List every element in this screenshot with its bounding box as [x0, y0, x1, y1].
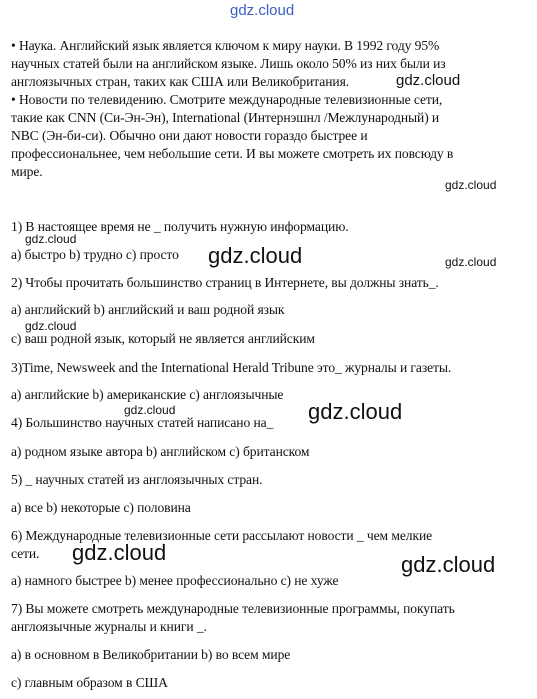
- intro-line: научных статей были на английском языке. Лишь около 50% из них были из: [11, 56, 446, 71]
- question-options: a) английский b) английский и ваш родной язык: [11, 302, 285, 317]
- question-options: a) в основном в Великобритании b) во всем мире: [11, 647, 291, 662]
- watermark: gdz.cloud: [25, 319, 77, 333]
- intro-line: • Новости по телевидению. Смотрите международные телевизионные сети,: [11, 92, 443, 107]
- question-text: англоязычные журналы и книги _.: [11, 619, 207, 634]
- intro-line: профессиональнее, чем небольшие сети. И вы можете смотреть их повсюду в: [11, 146, 454, 161]
- question-text: сети.: [11, 546, 40, 561]
- question-text: 5) _ научных статей из англоязычных стран.: [11, 472, 263, 487]
- question-text: 4) Большинство научных статей написано на_: [11, 415, 274, 430]
- intro-line: такие как CNN (Си-Эн-Эн), International (Интернэшнл /Межлународный) и: [11, 110, 440, 125]
- watermark: gdz.cloud: [72, 540, 167, 565]
- watermark: gdz.cloud: [230, 2, 295, 19]
- watermark: gdz.cloud: [396, 72, 461, 89]
- watermark: gdz.cloud: [208, 243, 303, 268]
- intro-line: англоязычных стран, таких как США или Великобритания.: [11, 74, 350, 89]
- intro-line: мире.: [11, 164, 43, 179]
- watermark: gdz.cloud: [445, 178, 497, 192]
- watermark: gdz.cloud: [445, 255, 497, 269]
- question-text: 3)Time, Newsweek and the International Herald Tribune это_ журналы и газеты.: [11, 360, 452, 375]
- question-options: a) родном языке автора b) английском c) британском: [11, 444, 310, 459]
- intro-line: NBC (Эн-би-си). Обычно они дают новости гораздо быстрее и: [11, 128, 368, 143]
- question-options: c) ваш родной язык, который не является английским: [11, 331, 315, 346]
- question-options: c) главным образом в США: [11, 675, 168, 690]
- question-options: a) английские b) американские c) англоязычные: [11, 387, 284, 402]
- watermark: gdz.cloud: [124, 403, 176, 417]
- question-options: a) быстро b) трудно c) просто: [11, 247, 179, 262]
- question-options: a) намного быстрее b) менее профессионально c) не хуже: [11, 573, 339, 588]
- watermark: gdz.cloud: [401, 552, 496, 577]
- question-text: 6) Международные телевизионные сети рассылают новости _ чем мелкие: [11, 528, 433, 543]
- watermark: gdz.cloud: [25, 232, 77, 246]
- intro-line: • Наука. Английский язык является ключом к миру науки. В 1992 году 95%: [11, 38, 440, 53]
- watermark: gdz.cloud: [308, 399, 403, 424]
- question-text: 7) Вы можете смотреть международные телевизионные программы, покупать: [11, 601, 455, 616]
- question-text: 1) В настоящее время не _ получить нужную информацию.: [11, 219, 349, 234]
- question-options: a) все b) некоторые c) половина: [11, 500, 191, 515]
- question-text: 2) Чтобы прочитать большинство страниц в Интернете, вы должны знать_.: [11, 275, 439, 290]
